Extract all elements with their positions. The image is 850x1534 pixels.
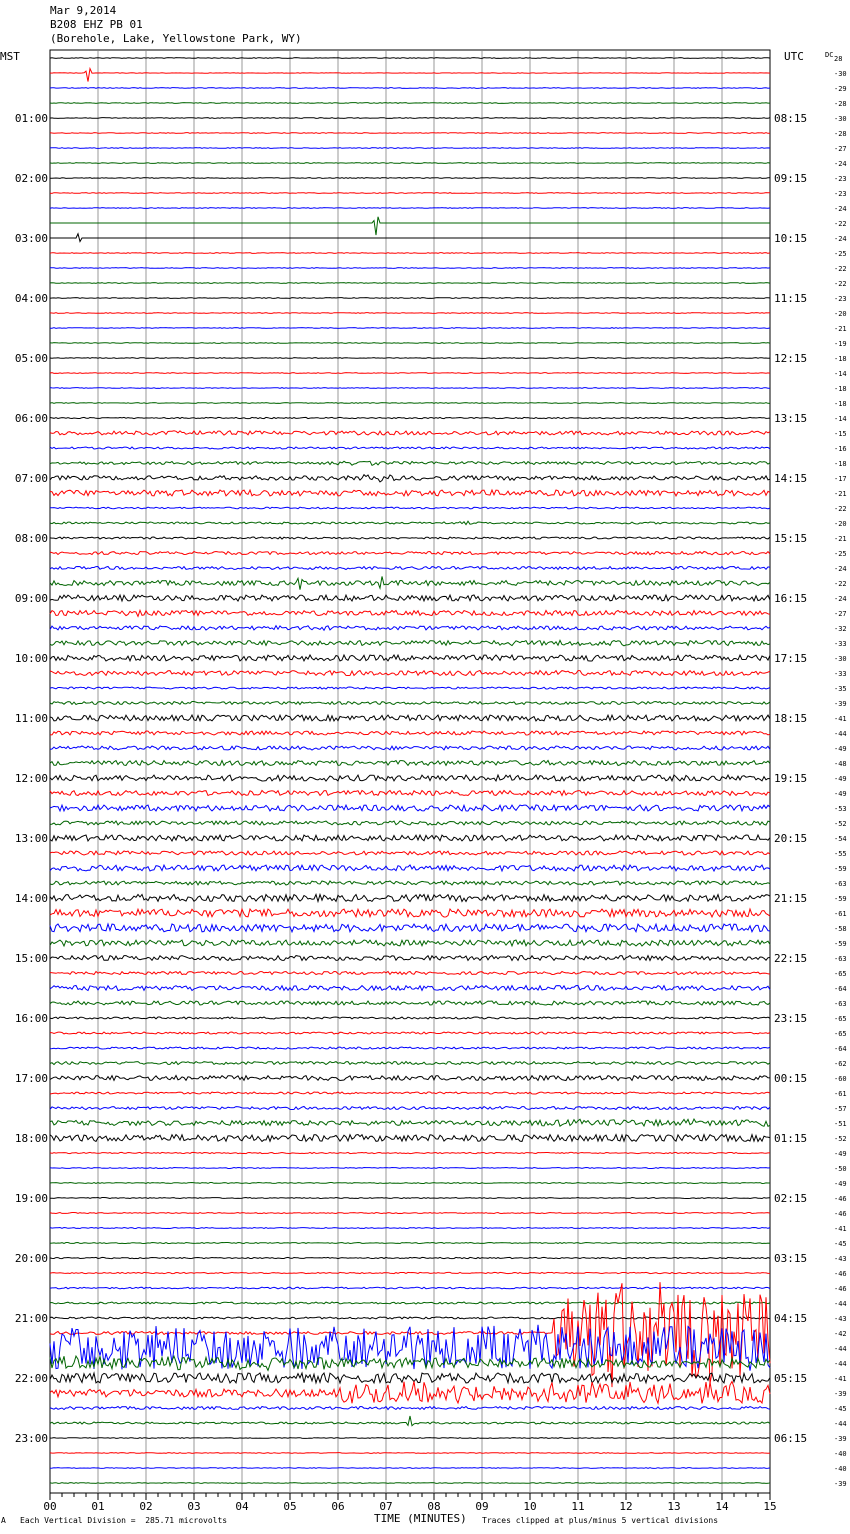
trace-line bbox=[50, 1135, 770, 1142]
dc-offset-label: -44 bbox=[834, 1420, 847, 1428]
mst-hour-label: 11:00 bbox=[14, 712, 48, 725]
utc-hour-label: 06:15 bbox=[774, 1432, 808, 1445]
dc-offset-label: -63 bbox=[834, 1000, 847, 1008]
trace-line bbox=[50, 821, 770, 825]
trace-line bbox=[50, 1483, 770, 1484]
dc-offset-label: -18 bbox=[834, 460, 847, 468]
chart-location: (Borehole, Lake, Yellowstone Park, WY) bbox=[50, 32, 302, 45]
utc-hour-label: 22:15 bbox=[774, 952, 808, 965]
dc-offset-label: -52 bbox=[834, 820, 847, 828]
trace-line bbox=[50, 521, 770, 524]
dc-offset-label: -24 bbox=[834, 565, 847, 573]
x-tick-label: 07 bbox=[379, 1500, 393, 1513]
trace-line bbox=[50, 1416, 770, 1426]
trace-line bbox=[50, 1152, 770, 1153]
mst-hour-label: 19:00 bbox=[14, 1192, 48, 1205]
trace-line bbox=[50, 1001, 770, 1005]
dc-offset-label: -23 bbox=[834, 190, 847, 198]
x-tick-label: 01 bbox=[91, 1500, 105, 1513]
dc-offset-label: -44 bbox=[834, 1345, 847, 1353]
trace-line bbox=[50, 298, 770, 299]
trace-line bbox=[50, 103, 770, 104]
dc-offset-label: -28 bbox=[834, 130, 847, 138]
dc-offset-label: -35 bbox=[834, 685, 847, 693]
trace-line bbox=[50, 1213, 770, 1214]
dc-offset-label: -33 bbox=[834, 670, 847, 678]
corner-mark: A bbox=[1, 1516, 6, 1525]
x-tick-label: 09 bbox=[475, 1500, 489, 1513]
dc-offset-label: -63 bbox=[834, 955, 847, 963]
trace-line bbox=[50, 417, 770, 418]
dc-offset-label: -39 bbox=[834, 1480, 847, 1488]
dc-offset-label: -22 bbox=[834, 505, 847, 513]
x-axis-title: TIME (MINUTES) bbox=[374, 1512, 467, 1525]
trace-line bbox=[50, 118, 770, 119]
mst-hour-label: 09:00 bbox=[14, 592, 48, 605]
trace-line bbox=[50, 1243, 770, 1244]
dc-offset-label: -46 bbox=[834, 1195, 847, 1203]
mst-hour-label: 01:00 bbox=[14, 112, 48, 125]
trace-line bbox=[50, 490, 770, 496]
utc-hour-label: 17:15 bbox=[774, 652, 808, 665]
trace-line bbox=[50, 576, 770, 589]
dc-offset-label: -53 bbox=[834, 805, 847, 813]
x-tick-label: 05 bbox=[283, 1500, 297, 1513]
dc-offset-label: -27 bbox=[834, 610, 847, 618]
x-tick-label: 11 bbox=[571, 1500, 585, 1513]
dc-offset-label: -30 bbox=[834, 115, 847, 123]
dc-offset-label: -24 bbox=[834, 595, 847, 603]
dc-offset-label: -39 bbox=[834, 700, 847, 708]
trace-line bbox=[50, 746, 770, 750]
dc-offset-label: -59 bbox=[834, 895, 847, 903]
x-tick-label: 03 bbox=[187, 1500, 201, 1513]
trace-line bbox=[50, 655, 770, 661]
trace-line bbox=[50, 972, 770, 975]
trace-line bbox=[50, 1168, 770, 1169]
dc-offset-label: -49 bbox=[834, 775, 847, 783]
mst-hour-label: 15:00 bbox=[14, 952, 48, 965]
utc-hour-label: 11:15 bbox=[774, 292, 808, 305]
right-timezone-label: UTC bbox=[784, 50, 804, 63]
dc-offset-label: -49 bbox=[834, 790, 847, 798]
dc-offset-label: -17 bbox=[834, 475, 847, 483]
mst-hour-label: 03:00 bbox=[14, 232, 48, 245]
dc-offset-label: -25 bbox=[834, 250, 847, 258]
dc-offset-label: -41 bbox=[834, 1225, 847, 1233]
trace-line bbox=[50, 358, 770, 359]
utc-hour-label: 14:15 bbox=[774, 472, 808, 485]
trace-line bbox=[50, 1468, 770, 1469]
trace-line bbox=[50, 1198, 770, 1199]
dc-offset-label: -45 bbox=[834, 1405, 847, 1413]
mst-hour-label: 02:00 bbox=[14, 172, 48, 185]
mst-hour-label: 14:00 bbox=[14, 892, 48, 905]
trace-line bbox=[50, 133, 770, 134]
trace-line bbox=[50, 507, 770, 509]
dc-offset-label: -61 bbox=[834, 910, 847, 918]
scale-note: Each Vertical Division = 285.71 microvolts bbox=[20, 1516, 228, 1525]
utc-hour-label: 20:15 bbox=[774, 832, 808, 845]
mst-hour-label: 16:00 bbox=[14, 1012, 48, 1025]
trace-line bbox=[50, 1438, 770, 1439]
trace-line bbox=[50, 447, 770, 449]
utc-hour-label: 19:15 bbox=[774, 772, 808, 785]
dc-offset-label: -46 bbox=[834, 1285, 847, 1293]
trace-line bbox=[50, 552, 770, 555]
dc-offset-label: -62 bbox=[834, 1060, 847, 1068]
dc-offset-label: -61 bbox=[834, 1090, 847, 1098]
trace-line bbox=[50, 403, 770, 404]
dc-offset-label: -14 bbox=[834, 415, 847, 423]
utc-hour-label: 21:15 bbox=[774, 892, 808, 905]
trace-line bbox=[50, 1107, 770, 1110]
mst-hour-label: 08:00 bbox=[14, 532, 48, 545]
dc-offset-label: -64 bbox=[834, 985, 847, 993]
dc-offset-label: -22 bbox=[834, 580, 847, 588]
trace-line bbox=[50, 610, 770, 616]
mst-hour-label: 05:00 bbox=[14, 352, 48, 365]
dc-offset-label: -44 bbox=[834, 730, 847, 738]
trace-line bbox=[50, 986, 770, 991]
trace-line bbox=[50, 217, 770, 235]
dc-offset-label: -23 bbox=[834, 175, 847, 183]
utc-hour-label: 08:15 bbox=[774, 112, 808, 125]
dc-offset-label: -58 bbox=[834, 925, 847, 933]
dc-offset-label: -44 bbox=[834, 1300, 847, 1308]
dc-offset-label: -42 bbox=[834, 1330, 847, 1338]
dc-offset-label: -33 bbox=[834, 640, 847, 648]
utc-hour-label: 04:15 bbox=[774, 1312, 808, 1325]
trace-line bbox=[50, 956, 770, 961]
trace-line bbox=[50, 1373, 770, 1383]
dc-offset-label: -18 bbox=[834, 385, 847, 393]
trace-line bbox=[50, 702, 770, 705]
trace-line bbox=[50, 909, 770, 917]
x-tick-label: 14 bbox=[715, 1500, 729, 1513]
trace-line bbox=[50, 1017, 770, 1019]
dc-offset-label: -39 bbox=[834, 1390, 847, 1398]
utc-hour-label: 09:15 bbox=[774, 172, 808, 185]
trace-line bbox=[50, 148, 770, 149]
trace-line bbox=[50, 895, 770, 902]
utc-hour-label: 23:15 bbox=[774, 1012, 808, 1025]
trace-line bbox=[50, 208, 770, 209]
trace-line bbox=[50, 373, 770, 374]
trace-line bbox=[50, 731, 770, 735]
dc-offset-label: -65 bbox=[834, 1015, 847, 1023]
dc-offset-label: -48 bbox=[834, 760, 847, 768]
dc-offset-label: -19 bbox=[834, 340, 847, 348]
dc-offset-label: -39 bbox=[834, 1435, 847, 1443]
trace-line bbox=[50, 475, 770, 482]
dc-offset-label: -57 bbox=[834, 1105, 847, 1113]
dc-offset-label: -22 bbox=[834, 265, 847, 273]
dc-offset-label: -22 bbox=[834, 220, 847, 228]
utc-hour-label: 13:15 bbox=[774, 412, 808, 425]
dc-offset-label: -18 bbox=[834, 400, 847, 408]
mst-hour-label: 06:00 bbox=[14, 412, 48, 425]
dc-offset-label: -52 bbox=[834, 1135, 847, 1143]
dc-offset-label: -64 bbox=[834, 1045, 847, 1053]
trace-line bbox=[50, 626, 770, 631]
trace-line bbox=[50, 69, 770, 82]
dc-offset-label: -43 bbox=[834, 1255, 847, 1263]
dc-offset-label: -63 bbox=[834, 880, 847, 888]
x-tick-label: 10 bbox=[523, 1500, 537, 1513]
dc-offset-label: -60 bbox=[834, 1075, 847, 1083]
dc-offset-header: DC bbox=[825, 51, 834, 59]
dc-offset-label: -41 bbox=[834, 1375, 847, 1383]
dc-offset-label: -20 bbox=[834, 520, 847, 528]
trace-line bbox=[50, 761, 770, 766]
dc-offset-label: -46 bbox=[834, 1210, 847, 1218]
dc-offset-label: -24 bbox=[834, 235, 847, 243]
dc-offset-label: -55 bbox=[834, 850, 847, 858]
dc-offset-label: -43 bbox=[834, 1315, 847, 1323]
trace-line bbox=[50, 1381, 770, 1403]
trace-line bbox=[50, 461, 770, 465]
mst-hour-label: 22:00 bbox=[14, 1372, 48, 1385]
utc-hour-label: 02:15 bbox=[774, 1192, 808, 1205]
utc-hour-label: 01:15 bbox=[774, 1132, 808, 1145]
dc-offset-label: -54 bbox=[834, 835, 847, 843]
dc-offset-label: -28 bbox=[834, 100, 847, 108]
trace-line bbox=[50, 775, 770, 781]
trace-line bbox=[50, 687, 770, 689]
trace-line bbox=[50, 835, 770, 841]
utc-hour-label: 10:15 bbox=[774, 232, 808, 245]
mst-hour-label: 10:00 bbox=[14, 652, 48, 665]
utc-hour-label: 00:15 bbox=[774, 1072, 808, 1085]
trace-line bbox=[50, 283, 770, 284]
trace-line bbox=[50, 88, 770, 89]
utc-hour-label: 16:15 bbox=[774, 592, 808, 605]
dc-offset-label: -24 bbox=[834, 205, 847, 213]
trace-line bbox=[50, 595, 770, 601]
dc-offset-label: -18 bbox=[834, 355, 847, 363]
x-tick-label: 02 bbox=[139, 1500, 153, 1513]
dc-offset-label: -25 bbox=[834, 550, 847, 558]
trace-line bbox=[50, 851, 770, 855]
trace-line bbox=[50, 1119, 770, 1126]
x-tick-label: 15 bbox=[763, 1500, 777, 1513]
trace-line bbox=[50, 253, 770, 254]
dc-offset-label: -49 bbox=[834, 1150, 847, 1158]
x-tick-label: 08 bbox=[427, 1500, 441, 1513]
trace-line bbox=[50, 1453, 770, 1454]
trace-line bbox=[50, 940, 770, 946]
x-tick-label: 00 bbox=[43, 1500, 57, 1513]
x-tick-label: 04 bbox=[235, 1500, 249, 1513]
trace-line bbox=[50, 1272, 770, 1273]
trace-line bbox=[50, 1287, 770, 1289]
utc-hour-label: 05:15 bbox=[774, 1372, 808, 1385]
dc-offset-label: -40 bbox=[834, 1465, 847, 1473]
dc-offset-label: -24 bbox=[834, 160, 847, 168]
dc-offset-label: -16 bbox=[834, 445, 847, 453]
clip-note: Traces clipped at plus/minus 5 vertical divisions bbox=[482, 1516, 719, 1525]
dc-offset-label: -30 bbox=[834, 70, 847, 78]
x-tick-label: 06 bbox=[331, 1500, 345, 1513]
dc-offset-label: -49 bbox=[834, 745, 847, 753]
dc-offset-label: -51 bbox=[834, 1120, 847, 1128]
left-timezone-label: MST bbox=[0, 50, 20, 63]
trace-line bbox=[50, 1282, 770, 1387]
chart-date: Mar 9,2014 bbox=[50, 4, 117, 17]
utc-hour-label: 12:15 bbox=[774, 352, 808, 365]
plot-frame bbox=[50, 50, 770, 1493]
trace-line bbox=[50, 388, 770, 389]
trace-line bbox=[50, 805, 770, 811]
dc-offset-label: -40 bbox=[834, 1450, 847, 1458]
dc-offset-label: -14 bbox=[834, 370, 847, 378]
mst-hour-label: 17:00 bbox=[14, 1072, 48, 1085]
dc-offset-label: -23 bbox=[834, 295, 847, 303]
dc-offset-label: -15 bbox=[834, 430, 847, 438]
trace-line bbox=[50, 1257, 770, 1258]
dc-offset-label: -20 bbox=[834, 310, 847, 318]
mst-hour-label: 23:00 bbox=[14, 1432, 48, 1445]
mst-hour-label: 07:00 bbox=[14, 472, 48, 485]
trace-line bbox=[50, 1076, 770, 1081]
trace-line bbox=[50, 1183, 770, 1184]
utc-hour-label: 18:15 bbox=[774, 712, 808, 725]
trace-line bbox=[50, 328, 770, 329]
dc-offset-label: -45 bbox=[834, 1240, 847, 1248]
trace-line bbox=[50, 268, 770, 269]
trace-line bbox=[50, 671, 770, 676]
mst-hour-label: 13:00 bbox=[14, 832, 48, 845]
dc-offset-label: -59 bbox=[834, 865, 847, 873]
trace-line bbox=[50, 865, 770, 871]
trace-line bbox=[50, 715, 770, 721]
trace-line bbox=[50, 791, 770, 796]
dc-offset-label: -46 bbox=[834, 1270, 847, 1278]
dc-offset-label: -44 bbox=[834, 1360, 847, 1368]
trace-line bbox=[50, 178, 770, 179]
dc-offset-label: -21 bbox=[834, 325, 847, 333]
trace-line bbox=[50, 640, 770, 645]
trace-line bbox=[50, 1032, 770, 1034]
trace-line bbox=[50, 1407, 770, 1410]
dc-offset-label: -30 bbox=[834, 655, 847, 663]
trace-line bbox=[50, 1092, 770, 1094]
trace-line bbox=[50, 1062, 770, 1065]
trace-line bbox=[50, 234, 770, 242]
trace-line bbox=[50, 1356, 770, 1370]
trace-line bbox=[50, 1228, 770, 1229]
x-tick-label: 13 bbox=[667, 1500, 681, 1513]
trace-line bbox=[50, 313, 770, 314]
dc-offset-label: -65 bbox=[834, 970, 847, 978]
utc-hour-label: 15:15 bbox=[774, 532, 808, 545]
mst-hour-label: 12:00 bbox=[14, 772, 48, 785]
dc-offset-label: -49 bbox=[834, 1180, 847, 1188]
dc-offset-label: -21 bbox=[834, 535, 847, 543]
utc-hour-label: 03:15 bbox=[774, 1252, 808, 1265]
dc-offset-label: -65 bbox=[834, 1030, 847, 1038]
mst-hour-label: 18:00 bbox=[14, 1132, 48, 1145]
dc-offset-label: -50 bbox=[834, 1165, 847, 1173]
trace-line bbox=[50, 1047, 770, 1049]
dc-offset-label: -41 bbox=[834, 715, 847, 723]
trace-line bbox=[50, 924, 770, 932]
trace-line bbox=[50, 58, 770, 59]
dc-offset-label: -32 bbox=[834, 625, 847, 633]
trace-line bbox=[50, 163, 770, 164]
dc-offset-label: -59 bbox=[834, 940, 847, 948]
trace-line bbox=[50, 1317, 770, 1319]
dc-offset-label: -22 bbox=[834, 280, 847, 288]
trace-line bbox=[50, 567, 770, 570]
trace-line bbox=[50, 537, 770, 539]
mst-hour-label: 20:00 bbox=[14, 1252, 48, 1265]
trace-line bbox=[50, 343, 770, 344]
trace-line bbox=[50, 193, 770, 194]
mst-hour-label: 21:00 bbox=[14, 1312, 48, 1325]
dc-offset-label: 28 bbox=[834, 55, 843, 63]
chart-station: B208 EHZ PB 01 bbox=[50, 18, 143, 31]
dc-offset-label: -21 bbox=[834, 490, 847, 498]
trace-line bbox=[50, 431, 770, 435]
x-tick-label: 12 bbox=[619, 1500, 633, 1513]
trace-line bbox=[50, 881, 770, 885]
mst-hour-label: 04:00 bbox=[14, 292, 48, 305]
trace-line bbox=[50, 1302, 770, 1304]
dc-offset-label: -27 bbox=[834, 145, 847, 153]
dc-offset-label: -29 bbox=[834, 85, 847, 93]
